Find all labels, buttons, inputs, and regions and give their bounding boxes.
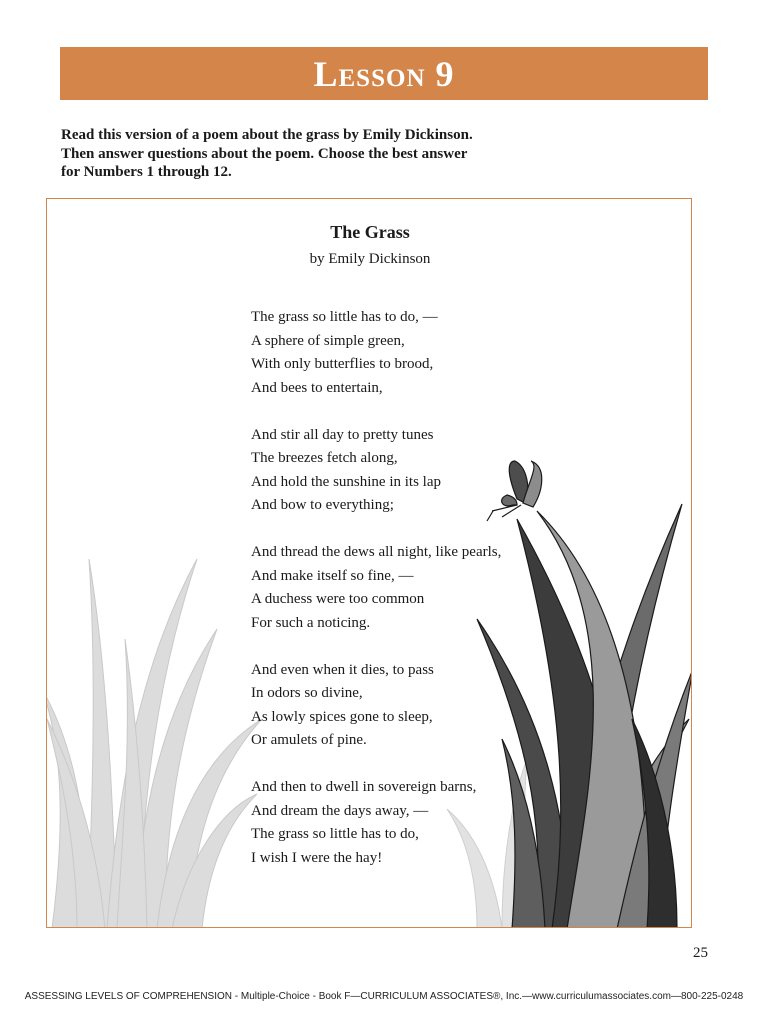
poem-line: The grass so little has to do, xyxy=(251,826,419,842)
instructions-line: for Numbers 1 through 12. xyxy=(61,164,232,180)
poem-title: The Grass xyxy=(330,222,410,242)
poem-line: The grass so little has to do, — xyxy=(251,309,438,325)
stanza xyxy=(251,424,581,518)
footer-credit: ASSESSING LEVELS OF COMPREHENSION - Multiple-Choice - Book F—CURRICULUM ASSOCIATES®, Inc.—www.curriculumassociates.com—800-225-0248 xyxy=(24,991,744,1002)
poem-line: And even when it dies, to pass xyxy=(251,661,434,678)
poem-line: For such a noticing. xyxy=(251,614,371,631)
poem-line: And hold the sunshine in its lap xyxy=(251,473,441,490)
poem-line: With only butterflies to brood, xyxy=(251,356,434,372)
poem-line: And stir all day to pretty tunes xyxy=(251,426,434,443)
poem-line: And dream the days away, — xyxy=(251,802,429,819)
stanza xyxy=(251,541,581,635)
stanza xyxy=(251,306,581,400)
poem-body xyxy=(251,306,581,894)
stanza xyxy=(251,659,581,753)
poem-line: Or amulets of pine. xyxy=(251,732,367,748)
poem-line: In odors so divine, xyxy=(251,685,363,701)
poem-line: A sphere of simple green, xyxy=(251,332,405,349)
poem-line: As lowly spices gone to sleep, xyxy=(251,708,433,725)
instructions-line: Then answer questions about the poem. Choose the best answer xyxy=(61,145,468,162)
poem-line: And make itself so fine, — xyxy=(251,567,414,584)
poem-line: A duchess were too common xyxy=(251,591,425,607)
instructions-line: Read this version of a poem about the grass by Emily Dickinson. xyxy=(61,127,473,143)
poem-box xyxy=(46,198,692,928)
poem-line: The breezes fetch along, xyxy=(251,450,398,466)
lesson-title: Lesson 9 xyxy=(313,53,455,94)
poem-line: I wish I were the hay! xyxy=(251,849,383,866)
stanza xyxy=(251,776,581,870)
poem-author: by Emily Dickinson xyxy=(309,251,431,267)
lesson-banner xyxy=(60,47,708,100)
poem-line: And then to dwell in sovereign barns, xyxy=(251,779,477,795)
poem-line: And bees to entertain, xyxy=(251,379,383,396)
instructions xyxy=(61,126,541,182)
light-grass-left xyxy=(47,559,262,928)
page-number: 25 xyxy=(693,945,708,961)
poem-line: And thread the dews all night, like pearls, xyxy=(251,544,502,560)
poem-line: And bow to everything; xyxy=(251,497,394,513)
